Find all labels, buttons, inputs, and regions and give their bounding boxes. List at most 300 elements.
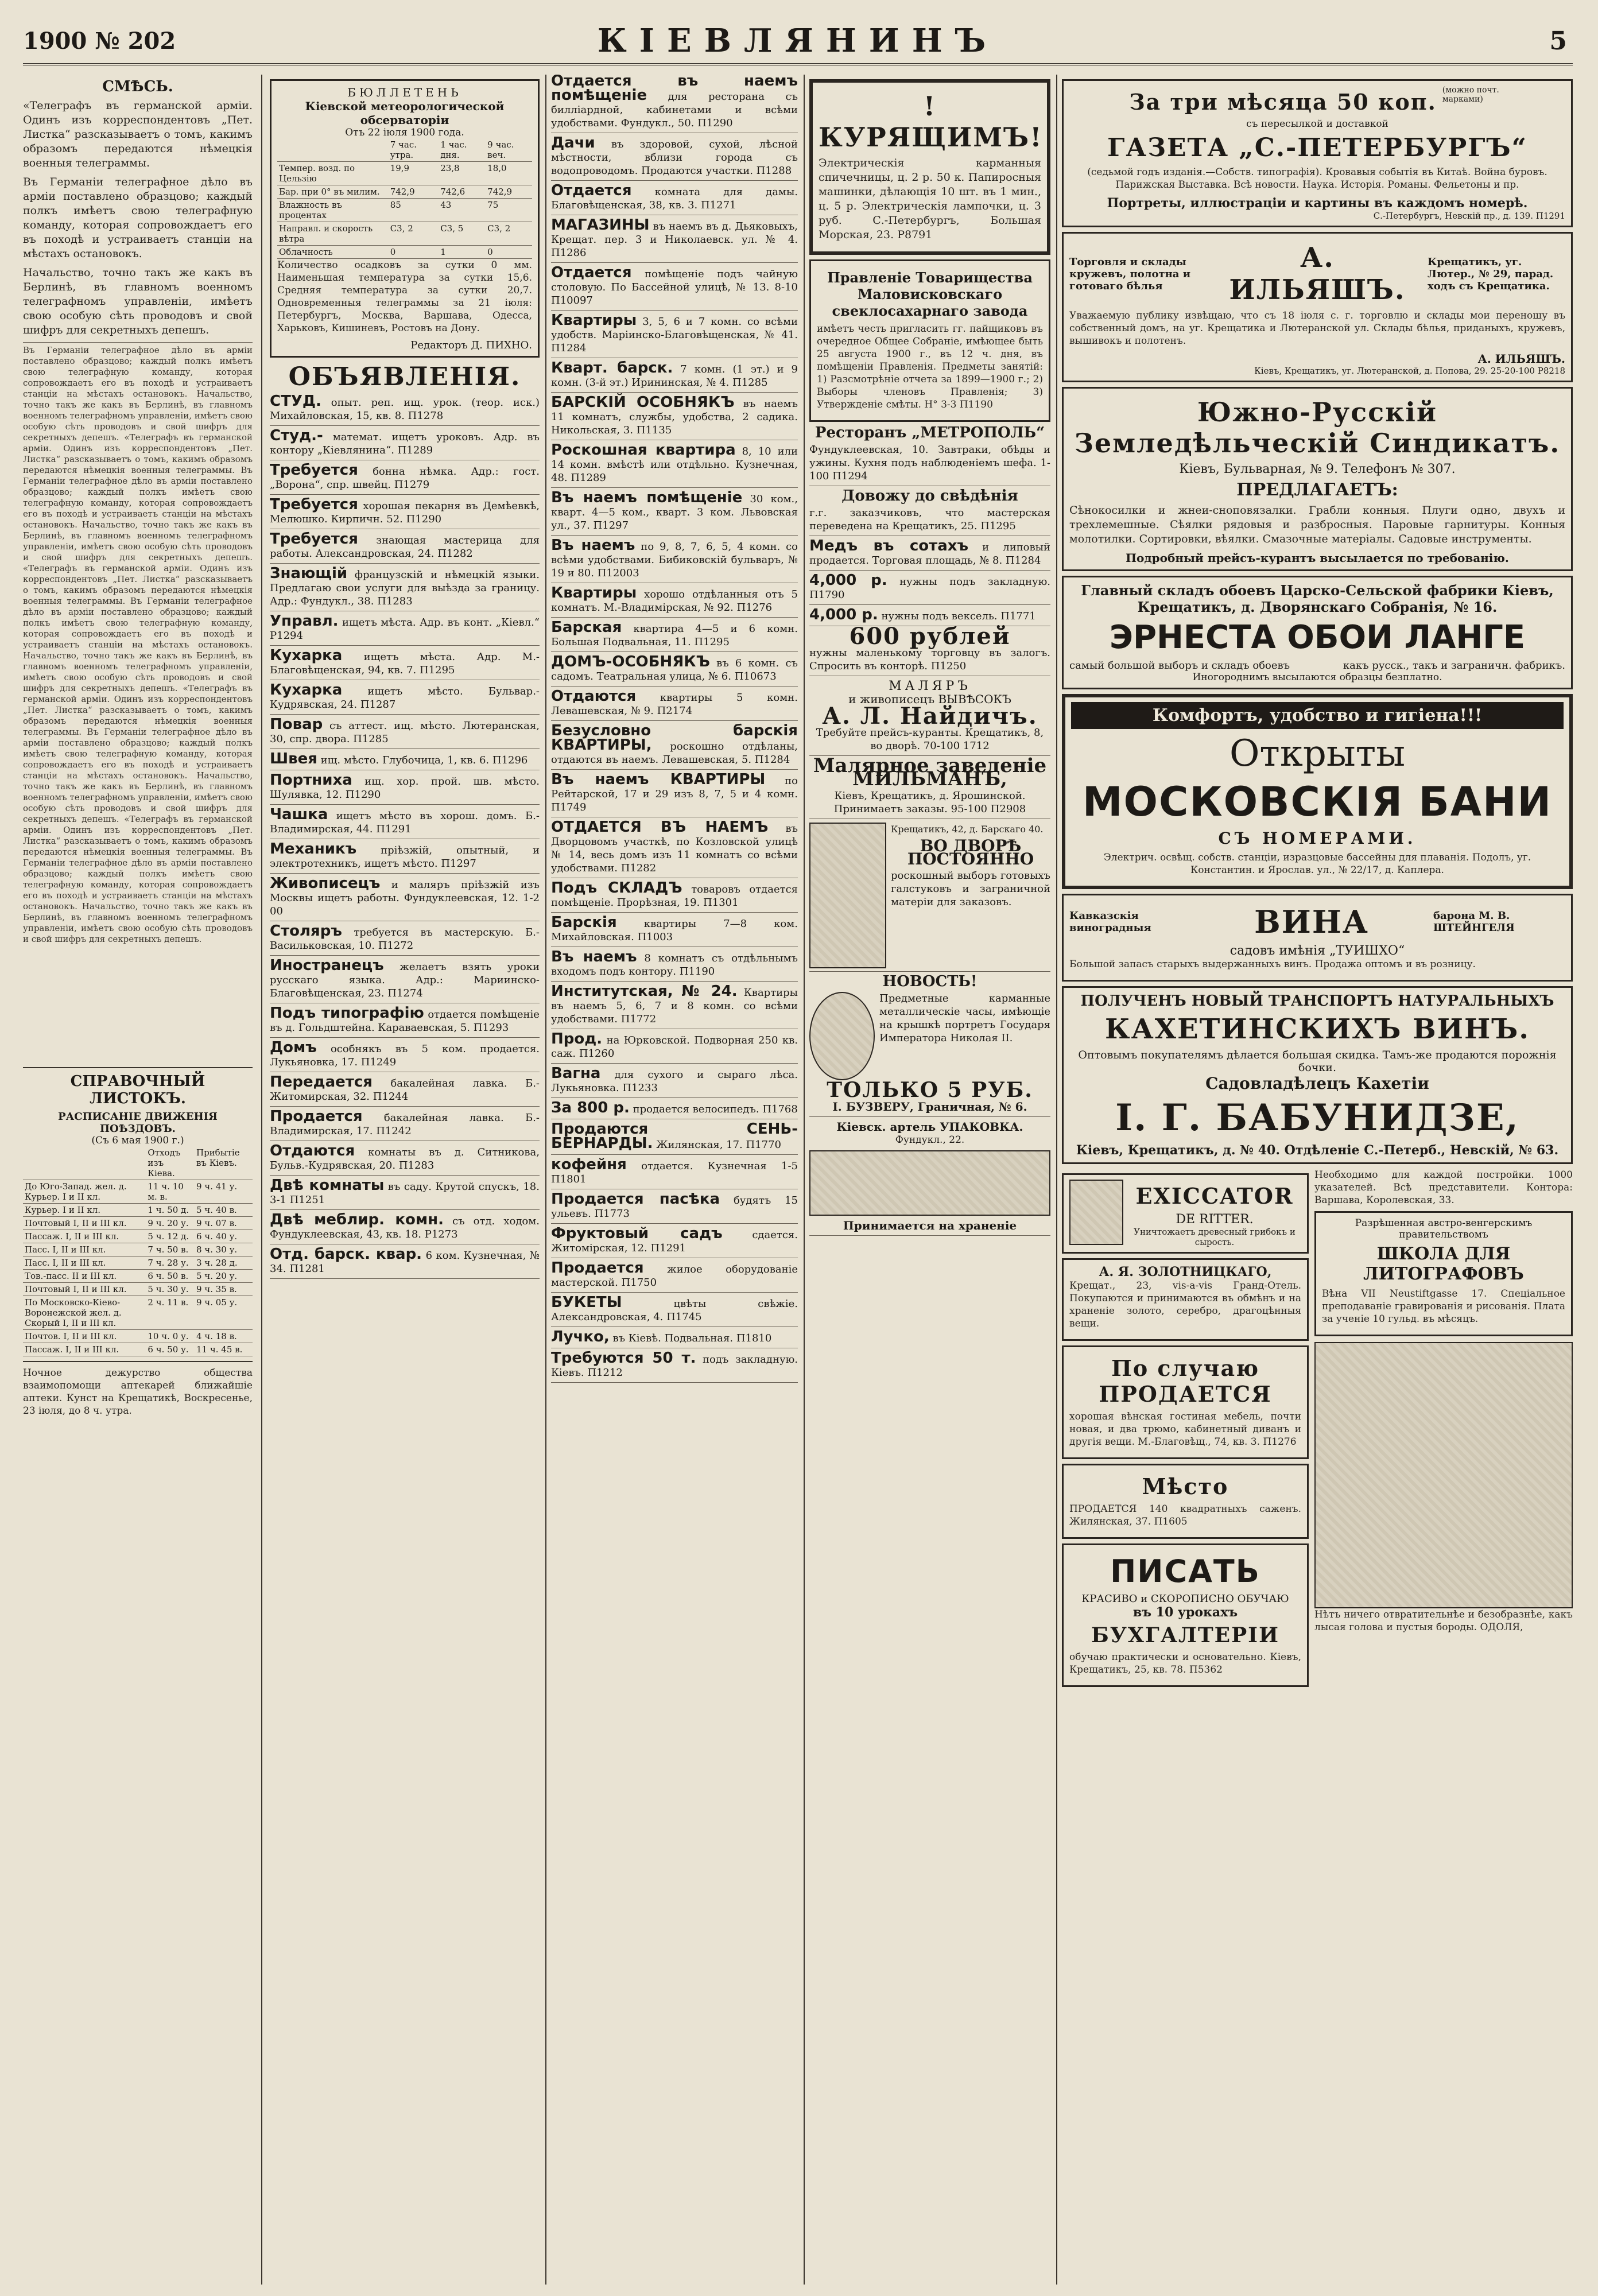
restaurant-heading: Ресторанъ „МЕТРОПОЛЬ“	[814, 424, 1045, 441]
classified-ad	[270, 567, 540, 611]
painter-sub: и живописецъ ВЫВѢСОКЪ	[848, 692, 1011, 706]
ad-text: 30 ком., кварт. 4—5 ком., кварт. 3 ком. Львовская ул., 37. П1297	[551, 493, 798, 532]
ilyash-name: А. ИЛЬЯШЪ.	[1229, 242, 1406, 306]
packing-heading: Кіевск. артель УПАКОВКА.	[836, 1120, 1023, 1134]
bulletin-value: 85	[389, 199, 439, 222]
classified-ad	[551, 134, 798, 181]
ad-text: въ Кіевѣ. Подвальная. П1810	[612, 1332, 772, 1344]
ad-text: желаетъ взять уроки русскаго языка. Адр.: Мариинско-Благовѣщенская, 23. П1274	[270, 961, 540, 999]
ad-heading: Требуется	[270, 461, 358, 479]
train-name: Почтов. I, II и III кл.	[23, 1330, 146, 1343]
exiccator-ad	[1062, 1173, 1309, 1254]
kakheti-line: ПОЛУЧЕНЪ НОВЫЙ ТРАНСПОРТЪ НАТУРАЛЬНЫХЪ	[1080, 992, 1554, 1010]
gazette-text: (седьмой годъ изданія.—Собств. типографія). Кровавыя событія въ Китаѣ. Война буровъ. Парижская Выставка. Всѣ новости. Наука. Исторія. Романы. Фельетоны и пр.	[1087, 166, 1547, 191]
classified-ad	[270, 922, 540, 956]
table-row	[23, 1204, 253, 1217]
ad-text: въ Дворцовомъ участкѣ, по Козловской улицѣ № 14, весь домъ изъ 11 комнатъ со всѣми удобствами. П1282	[551, 823, 798, 874]
table-row	[277, 162, 532, 185]
bulletin-table	[277, 138, 532, 259]
exiccator-text: Необходимо для каждой постройки. 1000 указателей. Всѣ представители. Контора: Варшава, Королевская, 33.	[1314, 1169, 1573, 1206]
bulletin-value: 75	[486, 199, 532, 222]
ad-text: въ саду. Крутой спускъ, 18. 3-1 П1251	[270, 1181, 540, 1206]
painter-text: Требуйте прейсъ-куранты. Крещатикъ, 8, во дворѣ. 70-100 1712	[816, 727, 1044, 752]
ad-heading: ОТДАЕТСЯ ВЪ НАЕМЪ	[551, 819, 769, 836]
ad-heading: Квартиры	[551, 312, 637, 329]
classified-ad	[551, 1349, 798, 1383]
classified-ad	[551, 1030, 798, 1064]
gazette-price: За три мѣсяца 50 коп.	[1129, 89, 1437, 115]
lot-text: ПРОДАЕТСЯ 140 квадратныхъ саженъ. Жилянская, 37. П1605	[1069, 1503, 1301, 1527]
classified-ad	[551, 1328, 798, 1348]
ad-heading: кофейня	[551, 1156, 627, 1173]
reference-heading: СПРАВОЧНЫЙ ЛИСТОКЪ.	[70, 1073, 205, 1107]
storage-text: Принимается на храненіе	[843, 1219, 1017, 1232]
ad-text: ищетъ мѣста. Адр. М.-Благовѣщенская, 94, кв. 7. П1295	[270, 651, 540, 676]
ilyash-sign: А. ИЛЬЯШЪ.	[1477, 352, 1565, 366]
classified-ad	[551, 266, 798, 311]
ad-heading: Въ наемъ КВАРТИРЫ	[551, 771, 766, 788]
loan-amount: 4,000 р.	[809, 606, 878, 623]
wine-sub: садовъ имѣнія „ТУИШХО“	[1229, 944, 1405, 958]
ilyash-text: Уважаемую публику извѣщаю, что съ 18 іюля с. г. торговлю и склады мои переношу въ собственный домъ, на уг. Крещатика и Лютеранской ул. Склады бѣлья, приданыхъ, кружевъ, вышивокъ и полотенъ.	[1069, 310, 1565, 347]
bulletin-value: 0	[389, 246, 439, 259]
ad-text: Квартиры въ наемъ 5, 6, 7 и 8 комн. со всѣми удобствами. П1772	[551, 987, 798, 1025]
ad-heading: Портниха	[270, 771, 352, 789]
newspaper-title: КІЕВЛЯНИНЪ	[597, 22, 999, 60]
tie-ad	[809, 823, 1050, 972]
gazette-ad	[1062, 79, 1573, 227]
ad-heading: Подъ СКЛАДЪ	[551, 879, 682, 897]
honey-heading: Медъ въ сотахъ	[809, 537, 969, 554]
classified-ad	[270, 808, 540, 839]
article-text: Въ Германіи телеграфное дѣло въ арміи поставлено образцово; каждый полкъ имѣетъ свою телеграфную команду, которая сопровождаетъ его въ походѣ и устраиваетъ станціи на мѣстахъ остановокъ.	[23, 465, 253, 530]
divider	[23, 1067, 253, 1068]
ad-heading: Кухарка	[270, 681, 343, 699]
ad-text: 8, 10 или 14 комн. вмѣстѣ или отдѣльно. Кузнечная, 48. П1289	[551, 445, 798, 484]
ilyash-address: Кіевъ, Крещатикъ, уг. Лютеранской, д. Попова, 29. 25-20-100 Р8218	[1254, 366, 1565, 376]
classified-ad	[270, 1142, 540, 1176]
ad-heading: Кухарка	[270, 647, 343, 664]
article-text: Въ Германіи телеграфное дѣло въ арміи поставлено образцово; каждый полкъ имѣетъ свою телеграфную команду, которая сопровождаетъ его въ походѣ и устраиваетъ станціи на мѣстахъ остановокъ.	[23, 596, 253, 650]
classified-ad	[551, 916, 798, 947]
train-arrival: 9 ч. 07 в.	[195, 1217, 253, 1230]
table-header: 9 час. веч.	[486, 138, 532, 162]
kakheti-ad	[1062, 986, 1573, 1164]
bulletin-date: Отъ 22 іюля 1900 года.	[345, 127, 464, 138]
ad-text: квартиры 5 комн. Левашевская, № 9. П2174	[551, 692, 798, 717]
ad-heading: Иностранецъ	[270, 957, 384, 974]
ad-heading: Безусловно барскія КВАРТИРЫ,	[551, 722, 798, 754]
exiccator-note: Уничтожаетъ древесный грибокъ и сырость.	[1134, 1227, 1296, 1247]
sale-text: хорошая вѣнская гостиная мебель, почти новая, и два трюмо, кабинетный диванъ и другія вещи. М.-Благовѣщ., 74, кв. 3. П1276	[1069, 1411, 1301, 1448]
classified-ad	[551, 948, 798, 982]
portrait-caption: Нѣтъ ничего отвратительнѣе и безобразнѣе, какъ лысая голова и пустыя бороды. ОДОЛЯ,	[1314, 1609, 1573, 1633]
ad-heading: Въ наемъ	[551, 948, 637, 965]
train-name: Почтовый I, II и III кл.	[23, 1217, 146, 1230]
classified-ad	[270, 498, 540, 529]
tie-box-illustration	[809, 823, 886, 968]
ad-text: 8 комнатъ съ отдѣльнымъ входомъ подъ контору. П1190	[551, 952, 798, 978]
ad-heading: За 800 р.	[551, 1099, 630, 1116]
article-paragraph: «Телеграфъ въ германской арміи. Одинъ изъ корреспондентовъ „Пет. Листка“ разсказываетъ о томъ, какимъ образомъ передаются нѣмецкія военныя телеграммы.	[23, 99, 253, 169]
loan-heading: 600 рублей	[849, 623, 1011, 650]
classified-ad	[270, 718, 540, 749]
ad-heading: Барскія	[551, 914, 617, 931]
classified-ad	[270, 840, 540, 874]
ad-heading: Роскошная квартира	[551, 441, 736, 459]
ad-heading: Продается	[270, 1108, 363, 1125]
syndicate-ad	[1062, 387, 1573, 571]
kakheti-title: КАХЕТИНСКИХЪ ВИНЪ.	[1105, 1013, 1530, 1045]
ad-heading: Въ наемъ	[551, 537, 635, 554]
ad-text: съ отд. ходом. Фундуклеевская, 43, кв. 18. Р1273	[270, 1215, 540, 1240]
train-departure: 5 ч. 30 у.	[146, 1283, 195, 1296]
wine-ad	[1062, 894, 1573, 982]
ad-text: жилое оборудованіе мастерской. П1750	[551, 1263, 798, 1289]
article-text: Въ Германіи телеграфное дѣло въ арміи поставлено образцово; каждый полкъ имѣетъ свою телеграфную команду, которая сопровождаетъ его въ походѣ и устраиваетъ станціи на мѣстахъ остановокъ.	[23, 847, 253, 912]
classified-ad	[551, 821, 798, 878]
ad-heading: МАГАЗИНЫ	[551, 216, 650, 234]
baths-text: Электрич. освѣщ. собств. станціи, изразцовые бассейны для плаванія. Подолъ, уг. Константин. и Ярослав. ул., № 22/17, д. Каплера.	[1103, 852, 1531, 876]
lower-right-ads	[1314, 1169, 1573, 1760]
table-row	[23, 1180, 253, 1204]
ad-heading: Фруктовый садъ	[551, 1225, 723, 1242]
article-text: Въ Германіи телеграфное дѣло въ арміи поставлено образцово; каждый полкъ имѣетъ свою телеграфную команду, которая сопровождаетъ его въ походѣ и устраиваетъ станціи на мѣстахъ остановокъ.	[23, 345, 253, 399]
classified-ad	[551, 1190, 798, 1224]
bulletin-value: 43	[439, 199, 486, 222]
litho-title: ШКОЛА ДЛЯ ЛИТОГРАФОВЪ	[1363, 1244, 1524, 1284]
column-rule	[1056, 75, 1057, 2285]
classified-ad	[551, 1099, 798, 1119]
article-text: «Телеграфъ въ германской арміи. Одинъ изъ корреспондентовъ „Пет. Листка“ разсказываетъ о томъ, какимъ образомъ передаются нѣмецкія военныя телеграммы.	[23, 683, 253, 737]
weather-bulletin	[270, 79, 540, 358]
table-row	[23, 1243, 253, 1256]
article-text: «Телеграфъ въ германской арміи. Одинъ изъ корреспондентовъ „Пет. Листка“ разсказываетъ о томъ, какимъ образомъ передаются нѣмецкія военныя телеграммы.	[23, 432, 253, 475]
train-name: До Юго-Запад. жел. д. Курьер. I и II кл.	[23, 1180, 146, 1204]
classified-ad	[270, 1041, 540, 1072]
classified-ad	[551, 1067, 798, 1098]
jeweler-name: А. Я. ЗОЛОТНИЦКАГО,	[1099, 1265, 1272, 1279]
classified-ad	[270, 1213, 540, 1244]
ad-heading: Требуется	[270, 530, 358, 548]
classified-ad	[270, 1073, 540, 1107]
train-name: Пассаж. I, II и III кл.	[23, 1230, 146, 1243]
wallpaper-ad	[1062, 576, 1573, 689]
classified-ads	[551, 75, 798, 1383]
novelty-heading: НОВОСТЬ!	[882, 973, 978, 990]
train-arrival: 4 ч. 18 в.	[195, 1330, 253, 1343]
ad-heading: Вагна	[551, 1065, 601, 1082]
notice-text: г.г. заказчиковъ, что мастерская переведена на Крещатикъ, 25. П1295	[809, 507, 1050, 532]
train-arrival: 9 ч. 05 у.	[195, 1296, 253, 1330]
train-name: Тов.-пасс. II и III кл.	[23, 1270, 146, 1283]
article-text: Начальство, точно такъ же какъ въ Берлинѣ, въ главномъ военномъ телеграфномъ управленіи, имѣетъ свою особую сѣть проводовъ и свой шифръ для секретныхъ депешъ.	[23, 770, 253, 824]
classified-ad	[270, 681, 540, 715]
train-name: Курьер. I и II кл.	[23, 1204, 146, 1217]
classified-ad	[551, 491, 798, 536]
wine-word: ВИНА	[1254, 903, 1369, 940]
syndicate-title: Южно-Русскій Земледѣльческій Синдикатъ.	[1074, 397, 1561, 459]
packing-text: Фундукл., 22.	[895, 1134, 965, 1146]
ad-heading: Лучко,	[551, 1328, 610, 1345]
wallpaper-note: Иногороднимъ высылаются образцы безплатно.	[1192, 672, 1442, 683]
bulletin-value: 19,9	[389, 162, 439, 185]
column-5	[1062, 75, 1573, 2285]
article-continuation	[23, 342, 253, 1062]
board-text: имѣетъ честь пригласить гг. пайщиковъ въ очередное Общее Собраніе, имѣющее быть 25 августа 1900 г., въ 12 ч. дня, въ помѣщеніи Правленія. Предметы занятій: 1) Разсмотрѣніе отчета за 1899—1900 г.; 2) Выборы членовъ Правленія; 3) Утвержденіе смѣты. Н° 3-3 П1190	[817, 323, 1043, 410]
painter-ad	[809, 680, 1050, 756]
table-header	[277, 138, 389, 162]
classified-ad	[551, 441, 798, 488]
price-text: ТОЛЬКО 5 РУБ.	[827, 1078, 1033, 1102]
seller-name: I. БУЗВЕРУ, Граничная, № 6.	[832, 1100, 1027, 1114]
loan-ad	[809, 623, 1050, 676]
train-arrival: 11 ч. 45 в.	[195, 1343, 253, 1356]
paint-shop-heading: Малярное заведеніе МИЛЬМАНЪ,	[813, 754, 1047, 790]
writing-lessons: въ 10 урокахъ	[1132, 1605, 1238, 1620]
table-row	[277, 246, 532, 259]
ad-text: квартиры 7—8 ком. Михайловская. П1003	[551, 918, 798, 943]
kakheti-owner: І. Г. БАБУНИДЗЕ,	[1115, 1096, 1519, 1139]
issue-number: 1900 № 202	[23, 28, 176, 55]
classified-ad	[551, 653, 798, 687]
ad-text: опыт. реп. ищ. урок. (теор. иск.) Михайловская, 15, кв. 8. П1278	[270, 397, 540, 422]
kakheti-note: Оптовымъ покупателямъ дѣлается большая скидка. Тамъ-же продаются порожнія бочки.	[1078, 1049, 1557, 1074]
table-header	[23, 1146, 146, 1180]
ad-text: ищетъ мѣсто въ хорош. домъ. Б.-Владимирская, 44. П1291	[270, 810, 540, 835]
classified-ad	[551, 584, 798, 618]
baths-name: МОСКОВСКІЯ БАНИ	[1082, 778, 1553, 825]
classified-ad	[270, 530, 540, 564]
bulletin-value: 23,8	[439, 162, 486, 185]
litho-heading: Разрѣшенная австро-венгерскимъ правительствомъ	[1355, 1217, 1533, 1240]
train-departure: 2 ч. 11 в.	[146, 1296, 195, 1330]
bulletin-value: С3, 5	[439, 222, 486, 246]
syndicate-address: Кіевъ, Бульварная, № 9. Телефонъ № 307.	[1179, 462, 1456, 476]
wallpaper-left: самый большой выборъ и складъ обоевъ	[1069, 660, 1290, 672]
article-text: Начальство, точно такъ же какъ въ Берлинѣ, въ главномъ военномъ телеграфномъ управленіи, имѣетъ свою особую сѣть проводовъ и свой шифръ для секретныхъ депешъ.	[23, 650, 253, 693]
baths-sub: СЪ НОМЕРАМИ.	[1218, 829, 1417, 848]
ad-heading: Институтская, № 24.	[551, 983, 738, 1000]
train-name: Пассаж. I, II и III кл.	[23, 1343, 146, 1356]
ad-text: въ 6 комн. съ садомъ. Театральная улица, № 6. П10673	[551, 657, 798, 682]
syndicate-note: Подробный прейсъ-курантъ высылается по требованію.	[1126, 551, 1509, 565]
bulletin-value: 742,9	[486, 185, 532, 199]
table-header: 1 час. дня.	[439, 138, 486, 162]
column-rule	[804, 75, 805, 2285]
table-row	[23, 1256, 253, 1270]
train-name: Почтовый I, II и III кл.	[23, 1283, 146, 1296]
table-row	[23, 1283, 253, 1296]
classified-ad	[551, 75, 798, 133]
bulletin-subtitle: Кіевской метеорологической обсерваторіи	[305, 99, 505, 127]
lower-left-ads	[1062, 1169, 1309, 1760]
ad-heading: Механикъ	[270, 840, 357, 858]
train-arrival: 5 ч. 40 в.	[195, 1204, 253, 1217]
table-header-row	[277, 138, 532, 162]
train-departure: 7 ч. 50 в.	[146, 1243, 195, 1256]
ad-text: ищ. хор. прой. шв. мѣсто. Шулявка, 12. П1290	[270, 775, 540, 801]
moving-van-illustration	[809, 1150, 1050, 1216]
column-rule	[261, 75, 262, 2285]
ad-text: товаровъ отдается помѣщеніе. Прорѣзная, 19. П1301	[551, 883, 798, 909]
wallpaper-name: ЭРНЕСТА ОБОИ ЛАНГЕ	[1109, 619, 1526, 656]
ad-text: хорошая пекарня въ Демѣевкѣ, Мелюшко. Кирпичн. 52. П1290	[270, 500, 540, 525]
table-row	[23, 1296, 253, 1330]
classified-ad	[270, 750, 540, 770]
sale-ad	[1062, 1345, 1309, 1459]
classified-ad	[270, 877, 540, 921]
ad-heading: Квартиры	[551, 584, 637, 602]
ad-text: отдается. Кузнечная 1-5 П1801	[551, 1160, 798, 1185]
bulletin-label: Облачность	[277, 246, 389, 259]
column-rule	[545, 75, 546, 2285]
syndicate-text: Сѣнокосилки и жнеи-сноповязалки. Грабли конныя. Плуги одно, двухъ и трехлемешные. Сѣялки рядовыя и разбросныя. Паровые гарнитуры. Конныя молотилки. Сортировки, вѣялки. Смазочные матеріалы. Садовые инструменты.	[1069, 504, 1565, 545]
classified-ad	[551, 1227, 798, 1258]
tie-address: Крещатикъ, 42, д. Барскаго 40.	[891, 824, 1044, 835]
accounting-heading: БУХГАЛТЕРІИ	[1091, 1623, 1280, 1647]
classified-ad	[270, 771, 540, 805]
loan-ad	[809, 574, 1050, 605]
ad-text: бонна нѣмка. Адр.: гост. „Ворона“, спр. швейц. П1279	[270, 466, 540, 491]
ad-heading: ДОМЪ-ОСОБНЯКЪ	[551, 653, 710, 670]
train-arrival: 8 ч. 30 у.	[195, 1243, 253, 1256]
bulletin-value: 18,0	[486, 162, 532, 185]
ad-text: подъ закладную. Кіевъ. П1212	[551, 1353, 798, 1379]
kakheti-address: Кіевъ, Крещатикъ, д. № 40. Отдѣленіе С.-Петерб., Невскій, № 63.	[1076, 1143, 1559, 1158]
train-name: Пасс. I, II и III кл.	[23, 1256, 146, 1270]
bearded-man-portrait	[1314, 1342, 1573, 1608]
article-text: Начальство, точно такъ же какъ въ Берлинѣ, въ главномъ военномъ телеграфномъ управленіи, имѣетъ свою особую сѣть проводовъ и свой шифръ для секретныхъ депешъ.	[23, 901, 253, 944]
exiccator-name: EXICCATOR	[1135, 1183, 1294, 1209]
ad-heading: Требуются 50 т.	[551, 1349, 696, 1367]
ad-heading: БУКЕТЫ	[551, 1294, 622, 1311]
train-arrival: 9 ч. 35 в.	[195, 1283, 253, 1296]
bulletin-label: Бар. при 0° въ милим.	[277, 185, 389, 199]
watch-novelty-ad	[809, 975, 1050, 1117]
classified-ad	[551, 184, 798, 215]
ad-text: продается велосипедъ. П1768	[633, 1103, 798, 1115]
ad-text: особнякъ въ 5 ком. продается. Лукьяновка, 17. П1249	[270, 1043, 540, 1068]
divider	[23, 1361, 253, 1362]
lot-heading: Мѣсто	[1142, 1473, 1229, 1499]
litho-text: Вѣна VII Neustiftgasse 17. Спеціальное преподаваніе гравированія и рисованія. Плата за ученіе 10 гульд. въ мѣсяцъ.	[1322, 1288, 1565, 1325]
loan-text: нужны маленькому торговцу въ залогъ. Спросить въ конторѣ. П1250	[809, 647, 1050, 672]
ad-heading: Прод.	[551, 1030, 603, 1048]
classified-ad	[551, 359, 798, 393]
train-arrival: 5 ч. 20 у.	[195, 1270, 253, 1283]
ad-text: помѣщеніе подъ чайную столовую. По Бассейной улицѣ, № 13. 8-10 П10097	[551, 268, 798, 307]
ad-text: Жилянская, 17. П1770	[656, 1139, 782, 1151]
ad-text: будятъ 15 ульевъ. П1773	[551, 1194, 798, 1220]
ad-heading: Управл.	[270, 612, 339, 630]
column-3	[551, 75, 798, 2285]
editor-line: Редакторъ Д. ПИХНО.	[410, 339, 532, 351]
ad-heading: Передается	[270, 1073, 373, 1091]
lower-ads-grid	[1062, 1169, 1573, 1760]
classified-ad	[270, 959, 540, 1003]
ad-text: по 9, 8, 7, 6, 5, 4 комн. со всѣми удобствами. Бибиковскій бульваръ, № 19 и 80. П12003	[551, 541, 798, 579]
wine-text: Большой запасъ старыхъ выдержанныхъ винъ. Продажа оптомъ и въ розницу.	[1069, 959, 1476, 970]
smokers-ad	[809, 79, 1050, 255]
ad-text: для сухого и сыраго лѣса. Лукьяновка. П1233	[551, 1069, 798, 1094]
ad-heading: Барская	[551, 619, 622, 636]
gazette-portraits: Портреты, иллюстраціи и картины въ каждомъ номерѣ.	[1107, 196, 1528, 211]
classified-ad	[270, 395, 540, 426]
ad-text: ищетъ мѣсто. Бульвар.-Кудрявская, 24. П1287	[270, 685, 540, 711]
classified-ad	[551, 690, 798, 721]
classified-ad	[270, 1248, 540, 1279]
ilyash-right: Крещатикъ, уг. Лютер., № 29, парад. ходъ съ Крещатика.	[1428, 255, 1554, 292]
baths-ad	[1062, 694, 1573, 889]
train-departure: 11 ч. 10 м. в.	[146, 1180, 195, 1204]
classified-ad	[551, 773, 798, 817]
ad-text: знающая мастерица для работы. Александровская, 24. П1282	[270, 534, 540, 560]
wallpaper-right: какъ русск., такъ и заграничн. фабрикъ.	[1343, 660, 1565, 672]
timetable	[23, 1146, 253, 1356]
ad-text: 7 комн. (1 эт.) и 9 комн. (3-й эт.) Ирининская, № 4. П1285	[551, 363, 798, 389]
timetable-title: РАСПИСАНІЕ ДВИЖЕНІЯ ПОѢЗДОВЪ.	[58, 1111, 218, 1135]
restaurant-text: Фундуклеевская, 10. Завтраки, обѣды и ужины. Кухня подъ наблюденіемъ шефа. 1-100 П1294	[809, 444, 1050, 482]
ad-text: роскошно отдѣланы, отдаются въ наемъ. Левашевская, 5. П1284	[551, 740, 798, 766]
article-paragraph: Начальство, точно такъ же какъ въ Берлинѣ, въ главномъ военномъ телеграфномъ управленіи, имѣетъ свою особую сѣть проводовъ и свой шифръ для секретныхъ депешъ.	[23, 266, 253, 336]
ad-text: по Рейтарской, 17 и 29 изъ 8, 7, 5 и 4 комн. П1749	[551, 775, 798, 813]
masthead	[23, 17, 1573, 65]
classified-ads	[270, 395, 540, 1279]
exiccator-sub: DE RITTER.	[1176, 1212, 1254, 1227]
ad-text: ищ. мѣсто. Глубочица, 1, кв. 6. П1296	[320, 754, 528, 766]
article-text: «Телеграфъ въ германской арміи. Одинъ изъ корреспондентовъ „Пет. Листка“ разсказываетъ о томъ, какимъ образомъ передаются нѣмецкія военныя телеграммы.	[23, 814, 253, 857]
tie-heading: ВО ДВОРѢ ПОСТОЯННО	[907, 836, 1034, 868]
ad-heading: Продается	[551, 1259, 644, 1277]
classified-ad	[551, 314, 798, 358]
table-row	[23, 1330, 253, 1343]
classified-ad	[551, 1259, 798, 1293]
ad-text: цвѣты свѣжіе. Александровская, 4. П1745	[551, 1298, 798, 1323]
baths-open: Открыты	[1229, 732, 1406, 775]
ad-text: съ аттест. ищ. мѣсто. Лютеранская, 30, спр. двора. П1285	[270, 720, 540, 745]
tie-text: роскошный выборъ готовыхъ галстуковъ и заграничной матеріи для заказовъ.	[891, 870, 1050, 908]
ad-text: математ. ищетъ уроковъ. Адр. въ контору „Кіевлянина“. П1289	[270, 431, 540, 456]
ad-heading: Чашка	[270, 806, 328, 823]
bulletin-value: 0	[486, 246, 532, 259]
table-header-row	[23, 1146, 253, 1180]
smokers-text: Электрическія карманныя спичечницы, ц. 2 р. 50 к. Папиросныя машинки, дѣлающія 10 шт. въ 1 мин., ц. 5 р. Электрическія лампочки, ц. 3 руб. С.-Петербургъ, Большая Морская, 23. Р8791	[819, 157, 1041, 241]
syndicate-offer: ПРЕДЛАГАЕТЪ:	[1236, 480, 1398, 500]
ad-text: бакалейная лавка. Б.-Владимирская, 17. П1242	[270, 1112, 540, 1137]
train-name: Пасс. I, II и III кл.	[23, 1243, 146, 1256]
novelty-text: Предметные карманные металлическіе часы, имѣющіе на крышкѣ портретъ Государя Императора Николая II.	[879, 992, 1050, 1044]
ad-heading: СТУД.	[270, 393, 321, 410]
ad-text: квартира 4—5 и 6 комн. Большая Подвальная, 11. П1295	[551, 623, 798, 648]
train-departure: 10 ч. 0 у.	[146, 1330, 195, 1343]
notice-heading: Довожу до свѣдѣнія	[841, 487, 1018, 505]
paint-shop-text: Кіевъ, Крещатикъ, д. Ярошинской. Принимаетъ заказы. 95-100 П2908	[833, 790, 1026, 815]
bulletin-text: Количество осадковъ за сутки 0 мм. Наименьшая температура за сутки 15,6. Средняя температура за сутки 20,7. Одновременныя телеграммы за 21 іюля: Петербургъ, Москва, Варшава, Одесса, Харьковъ, Кишиневъ, Ростовъ на Дону.	[277, 259, 532, 334]
train-departure: 9 ч. 20 у.	[146, 1217, 195, 1230]
column-2	[270, 75, 540, 2285]
ad-text: 6 ком. Кузнечная, № 34. П1281	[270, 1250, 540, 1275]
table-row	[23, 1343, 253, 1356]
ad-heading: Подъ типографію	[270, 1004, 424, 1022]
table-row	[23, 1217, 253, 1230]
bulletin-value: С3, 2	[389, 222, 439, 246]
gazette-subline: съ пересылкой и доставкой	[1246, 118, 1388, 130]
writing-heading: ПИСАТЬ	[1110, 1553, 1260, 1589]
classified-ad	[551, 396, 798, 440]
ad-text: комнаты въ д. Ситникова, Бульв.-Кудрявская, 20. П1283	[270, 1146, 540, 1172]
ad-heading: Дачи	[551, 134, 595, 152]
